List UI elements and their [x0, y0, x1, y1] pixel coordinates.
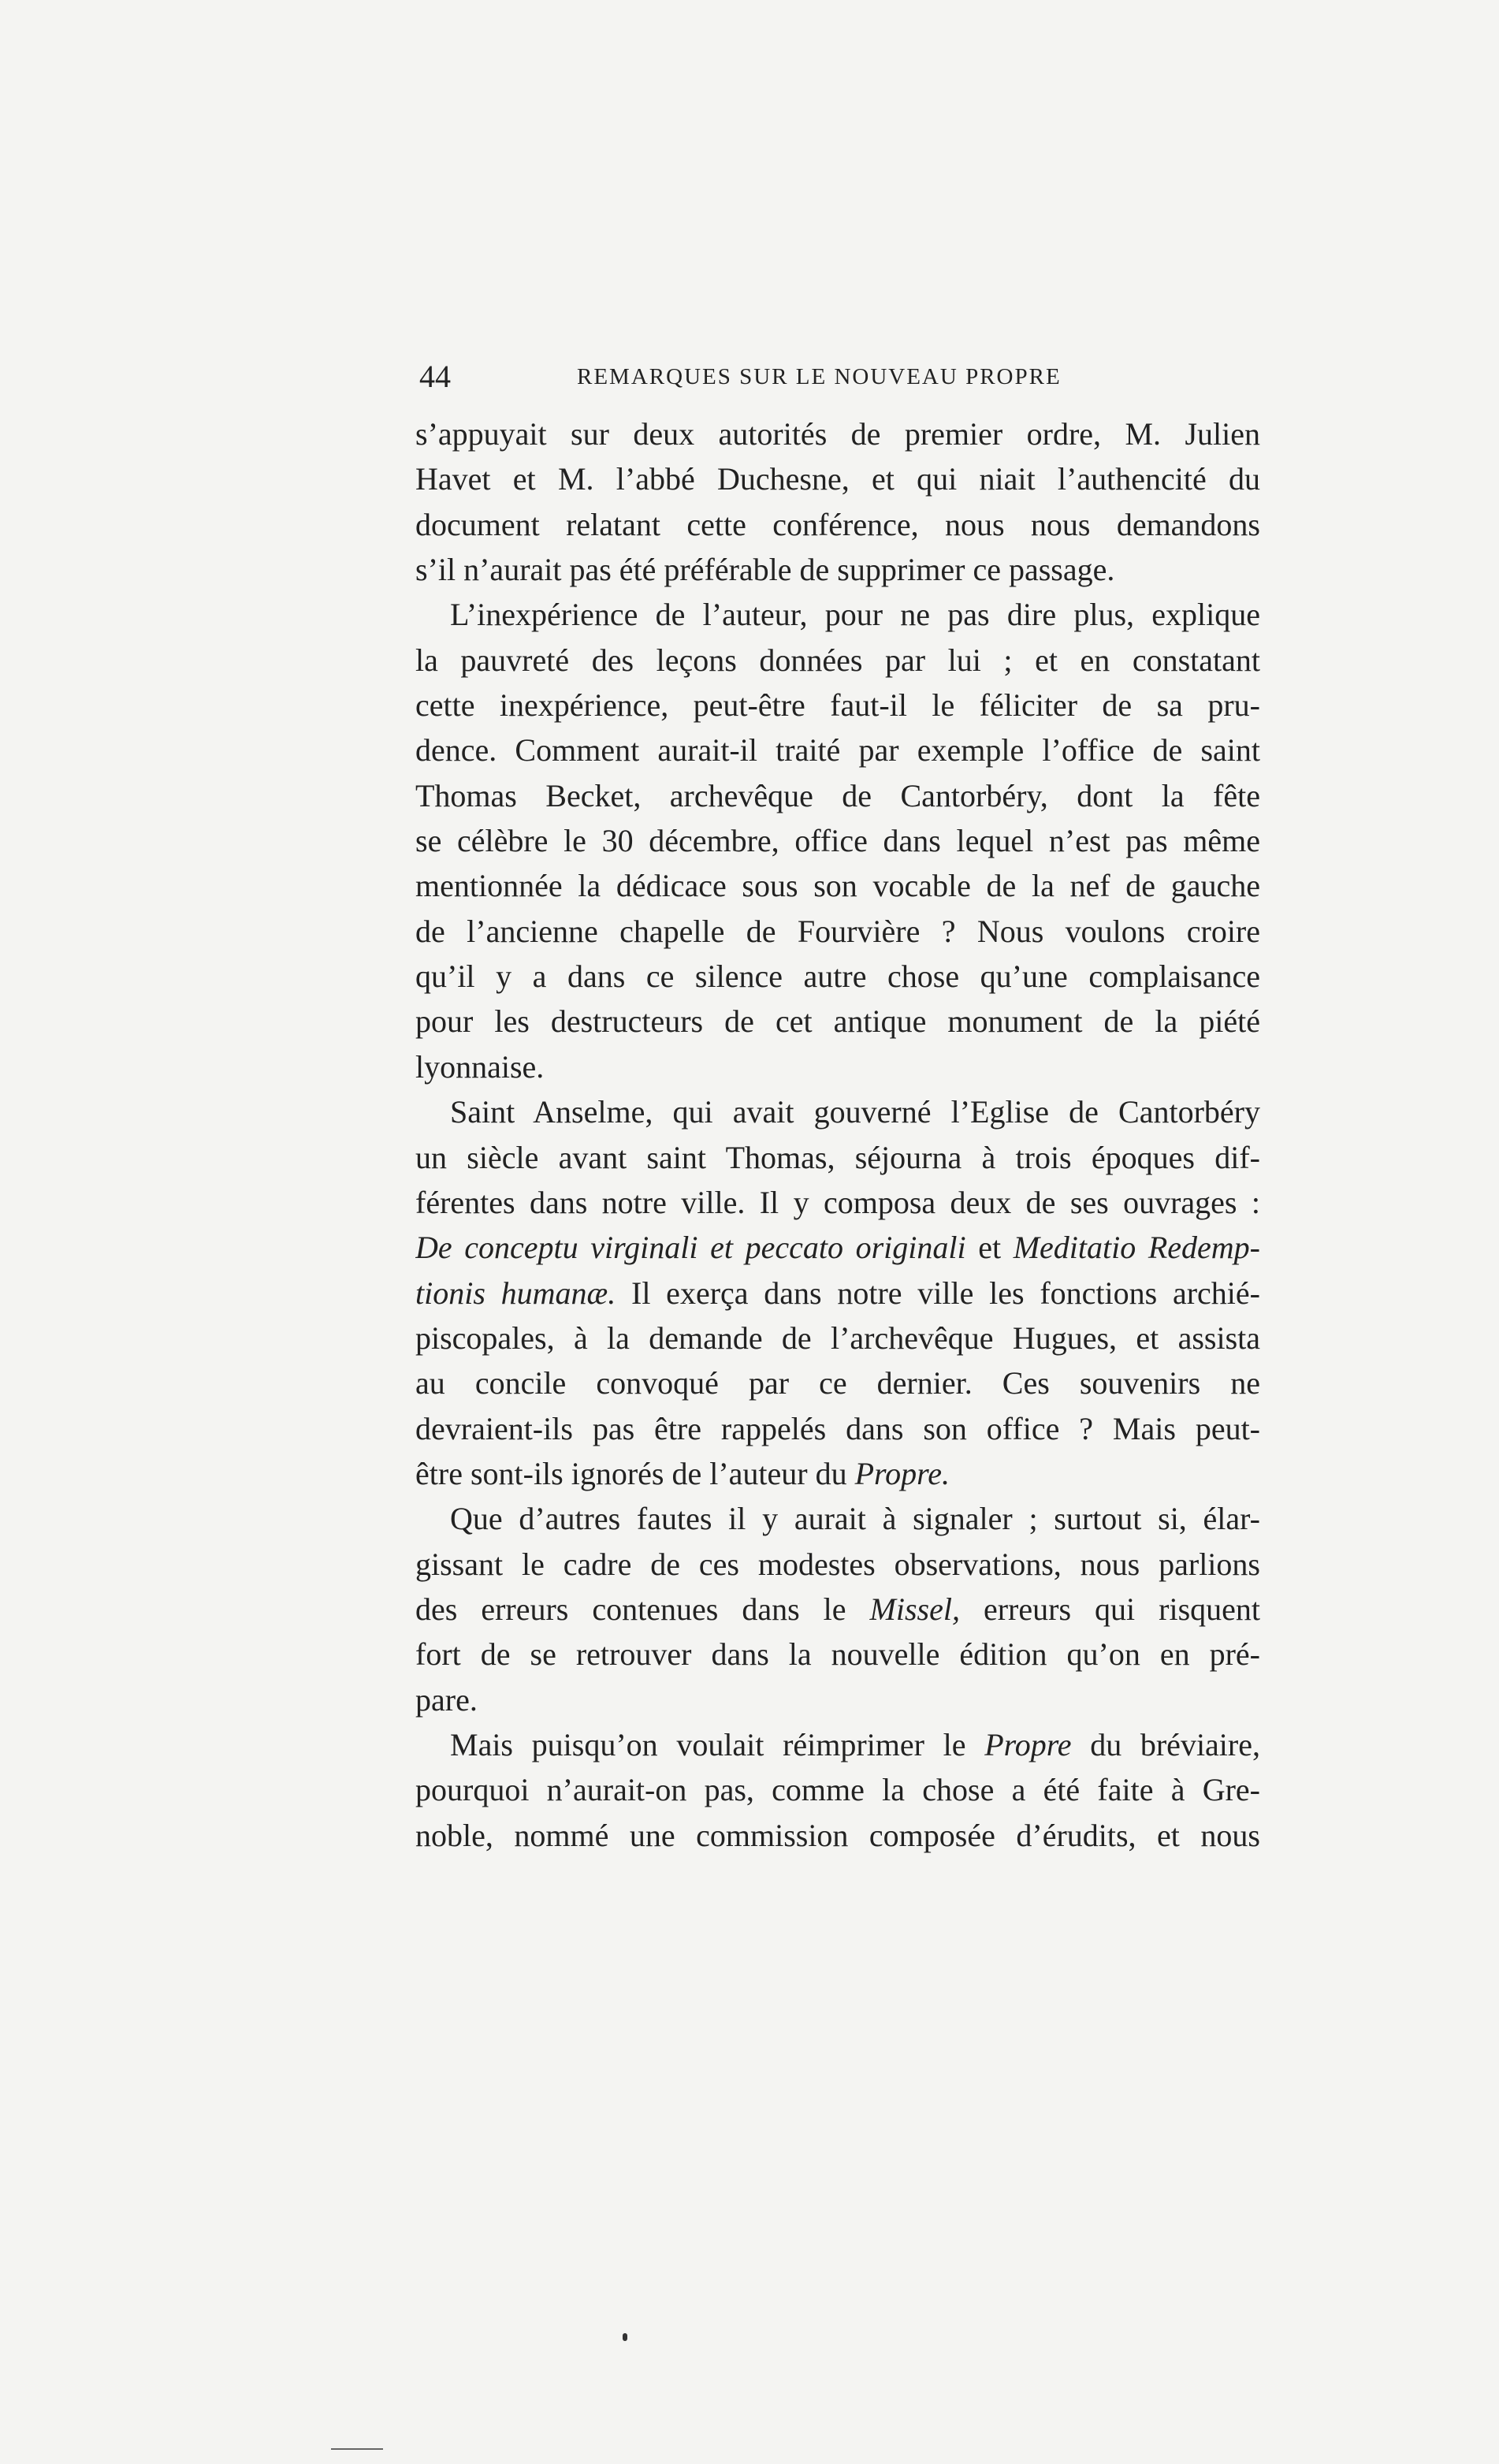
- text-line: piscopales, à la demande de l’archevêque Hugues, et assista: [415, 1319, 1260, 1356]
- page-number: 44: [419, 359, 451, 394]
- ink-speck: [623, 2333, 627, 2341]
- book-title: Meditatio Redemp-: [1013, 1230, 1260, 1266]
- text-line: document relatant cette conférence, nous nous demandons: [415, 506, 1260, 542]
- book-title: Propre: [984, 1726, 1072, 1762]
- text-line-with-title: être sont-ils ignorés de l’auteur du Propre.: [415, 1455, 950, 1491]
- text-line-with-title: des erreurs contenues dans le Missel, erreurs qui risquent: [415, 1591, 1260, 1627]
- running-head: [419, 353, 1263, 400]
- text-line: Thomas Becket, archevêque de Cantorbéry, dont la fête: [415, 777, 1260, 813]
- text-line-with-title: tionis humanæ. Il exerça dans notre ville les fonctions archié-: [415, 1275, 1260, 1311]
- text-line: lyonnaise.: [415, 1048, 545, 1085]
- text-line: férentes dans notre ville. Il y composa deux de ses ouvrages :: [415, 1184, 1260, 1220]
- text-line: cette inexpérience, peut-être faut-il le féliciter de sa pru-: [415, 687, 1260, 724]
- paragraph-first-line: Saint Anselme, qui avait gouverné l’Eglise de Cantorbéry: [450, 1094, 1260, 1130]
- text-line: au concile convoqué par ce dernier. Ces souvenirs ne: [415, 1365, 1260, 1401]
- text-line: devraient-ils pas être rappelés dans son office ? Mais peut-: [415, 1410, 1260, 1446]
- paragraph-first-line: Que d’autres fautes il y aurait à signaler ; surtout si, élar-: [450, 1501, 1260, 1537]
- text-line: de l’ancienne chapelle de Fourvière ? Nous voulons croire: [415, 913, 1260, 949]
- text-line: mentionnée la dédicace sous son vocable de la nef de gauche: [415, 868, 1260, 904]
- paragraph-first-line: L’inexpérience de l’auteur, pour ne pas dire plus, explique: [450, 597, 1260, 633]
- paragraph-first-line-with-title: Mais puisqu’on voulait réimprimer le Propre du bréviaire,: [450, 1726, 1260, 1762]
- text-line: pour les destructeurs de cet antique monument de la piété: [415, 1003, 1260, 1040]
- book-title: Propre.: [854, 1455, 950, 1491]
- book-title: De conceptu virginali et peccato originali: [415, 1230, 966, 1266]
- text-line: un siècle avant saint Thomas, séjourna à trois époques dif-: [415, 1139, 1260, 1175]
- running-title: REMARQUES SUR LE NOUVEAU PROPRE: [577, 364, 1062, 389]
- text-line: noble, nommé une commission composée d’érudits, et nous: [415, 1817, 1260, 1853]
- text-line: qu’il y a dans ce silence autre chose qu’une complaisance: [415, 958, 1260, 995]
- body-text: [415, 411, 1260, 1858]
- text-line: s’il n’aurait pas été préférable de supprimer ce passage.: [415, 552, 1115, 588]
- text-line: Havet et M. l’abbé Duchesne, et qui niait l’authencité du: [415, 461, 1260, 497]
- book-title: Missel,: [869, 1591, 960, 1627]
- text-line: pourquoi n’aurait-on pas, comme la chose a été faite à Gre-: [415, 1772, 1260, 1808]
- text-line-with-titles: De conceptu virginali et peccato originali et Meditatio Redemp-: [415, 1230, 1260, 1266]
- text-line: gissant le cadre de ces modestes observations, nous parlions: [415, 1546, 1260, 1582]
- bottom-rule: [331, 2448, 383, 2450]
- text-line: dence. Comment aurait-il traité par exemple l’office de saint: [415, 732, 1260, 769]
- text-line: la pauvreté des leçons données par lui ; et en constatant: [415, 642, 1260, 678]
- text-line: pare.: [415, 1681, 478, 1718]
- text-line: fort de se retrouver dans la nouvelle édition qu’on en pré-: [415, 1636, 1260, 1673]
- text-line: se célèbre le 30 décembre, office dans lequel n’est pas même: [415, 823, 1260, 859]
- text-line: s’appuyait sur deux autorités de premier ordre, M. Julien: [415, 416, 1260, 452]
- book-title: tionis humanæ.: [415, 1275, 616, 1311]
